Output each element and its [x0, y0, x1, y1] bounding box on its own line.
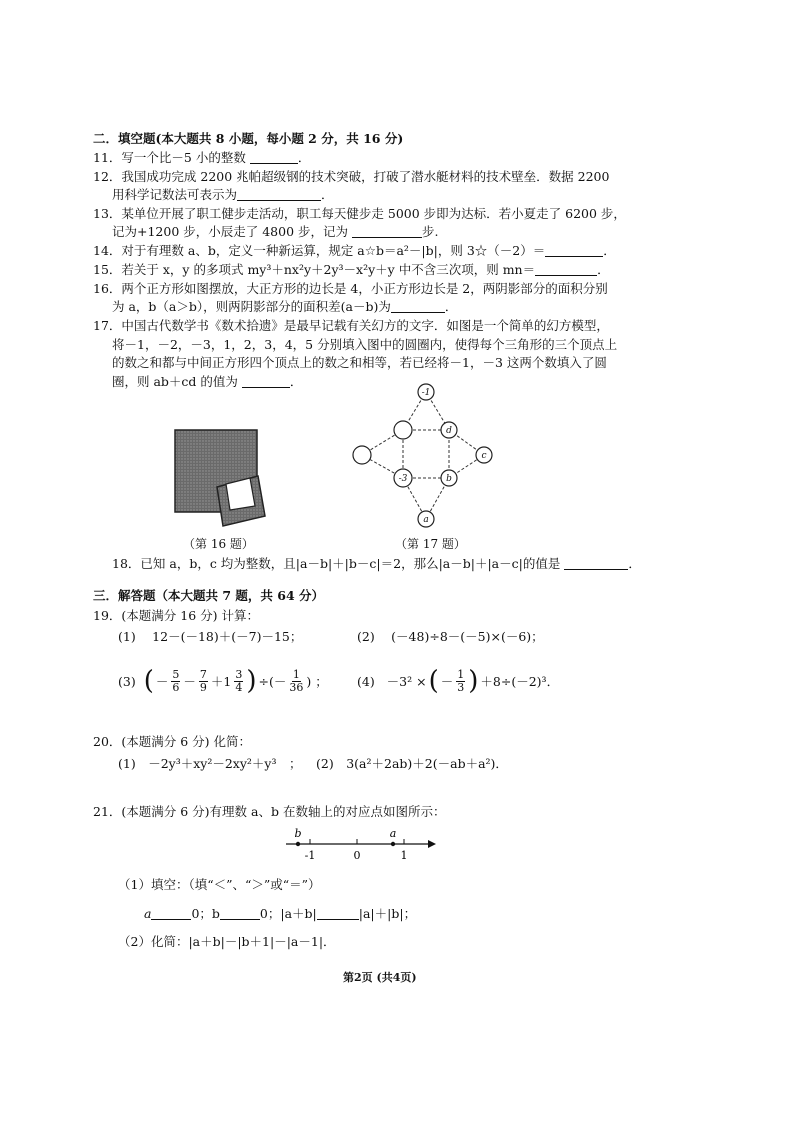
question-16-line2: 为 a，b（a＞b），则两阴影部分的面积差(a－b)为 ．	[112, 299, 458, 314]
fig17-label: -3	[398, 474, 408, 484]
question-17-line4: 圈，则 ab＋cd 的值为 ．	[112, 374, 303, 389]
section-heading-fill: 二．填空题(本大题共 8 小题，每小题 2 分，共 16 分)	[93, 131, 404, 146]
question-11: 11．写一个比－5 小的整数 ．	[93, 150, 311, 165]
fig17-label: b	[446, 474, 452, 484]
question-21-1: （1）填空：（填“＜”、“＞”或“＝”）	[118, 877, 321, 892]
number-line-tick-label: -1	[304, 849, 316, 862]
figure-16-caption: （第 16 题）	[183, 537, 254, 551]
question-21-2: （2）化简：|a＋b|－|b＋1|－|a－1|．	[118, 934, 336, 949]
number-line-tick-label: 1	[400, 849, 408, 862]
fig17-label: c	[481, 451, 487, 461]
question-17-line3: 的数之和都与中间正方形四个顶点上的数之和相等，若已经将－1，－3 这两个数填入了圆	[112, 355, 607, 370]
question-16-line1: 16．两个正方形如图摆放，大正方形的边长是 4，小正方形边长是 2，两阴影部分的面积分别	[93, 281, 608, 296]
question-12-line2: 用科学记数法可表示为 ．	[112, 187, 334, 202]
question-19-4: (4) －3² × ( － $\frac{1}{3}$ ) ＋8÷(－2)³．	[357, 666, 560, 696]
question-20-1: (1) －2y³＋xy²－2xy²＋y³ ；	[118, 756, 302, 771]
section-heading-answers: 三．解答题（本大题共 7 题，共 64 分）	[93, 588, 325, 603]
page-footer: 第2页 (共4页)	[343, 971, 417, 984]
question-20: 20．(本题满分 6 分) 化简：	[93, 734, 252, 749]
number-line-tick-label: 0	[353, 849, 361, 862]
question-19: 19．(本题满分 16 分) 计算：	[93, 608, 259, 623]
question-19-1: (1) 12－(－18)＋(－7)－15；	[118, 629, 303, 644]
question-19-2: (2) (－48)÷8－(－5)×(－6)；	[357, 629, 544, 644]
question-21-1-blanks: a 0；b 0；|a＋b| |a|＋|b|；	[144, 906, 417, 921]
question-15: 15．若关于 x，y 的多项式 my³＋nx²y＋2y³－x²y＋y 中不含三次项，则 mn＝ ．	[93, 262, 610, 277]
question-17-line1: 17．中国古代数学书《数术拾遗》是最早记载有关幻方的文字．如图是一个简单的幻方模型，	[93, 318, 609, 333]
question-13-line2: 记为+1200 步，小辰走了 4800 步，记为 步.	[112, 224, 439, 239]
figure-17-caption: （第 17 题）	[395, 537, 466, 551]
figure-17-magic-square	[346, 378, 496, 534]
number-line	[270, 826, 436, 866]
number-line-point-a: a	[389, 827, 397, 840]
question-21: 21．(本题满分 6 分)有理数 a、b 在数轴上的对应点如图所示：	[93, 804, 446, 819]
question-13-line1: 13．某单位开展了职工健步走活动，职工每天健步走 5000 步即为达标．若小夏走了 6200 步，	[93, 206, 626, 221]
question-14: 14．对于有理数 a、b，定义一种新运算，规定 a☆b＝a²－|b|，则 3☆（－2）＝ ．	[93, 243, 616, 258]
fig17-label: -1	[421, 388, 431, 398]
question-12-line1: 12．我国成功完成 2200 兆帕超级钢的技术突破，打破了潜水艇材料的技术壁垒．数据 2200	[93, 169, 610, 184]
fig17-label: d	[446, 426, 452, 436]
question-18: 18．已知 a，b，c 均为整数，且|a－b|＋|b－c|＝2，那么|a－b|＋|a－c|的值是 ．	[112, 556, 641, 571]
figure-16-squares	[172, 428, 272, 530]
fig17-label: a	[423, 515, 429, 525]
number-line-point-b: b	[294, 827, 302, 840]
question-17-line2: 将－1，－2，－3，1，2，3，4，5 分别填入图中的圆圈内，使得每个三角形的三个顶点上	[112, 337, 618, 352]
question-20-2: (2) 3(a²＋2ab)＋2(－ab＋a²)．	[316, 756, 508, 771]
question-19-3: (3) ( － $\frac{5}{6}$ － $\frac{7}{9}$ ＋1 $\frac{3}{4}$ ) ÷(－ $\frac{1}{36}$ ) ；	[118, 666, 328, 696]
